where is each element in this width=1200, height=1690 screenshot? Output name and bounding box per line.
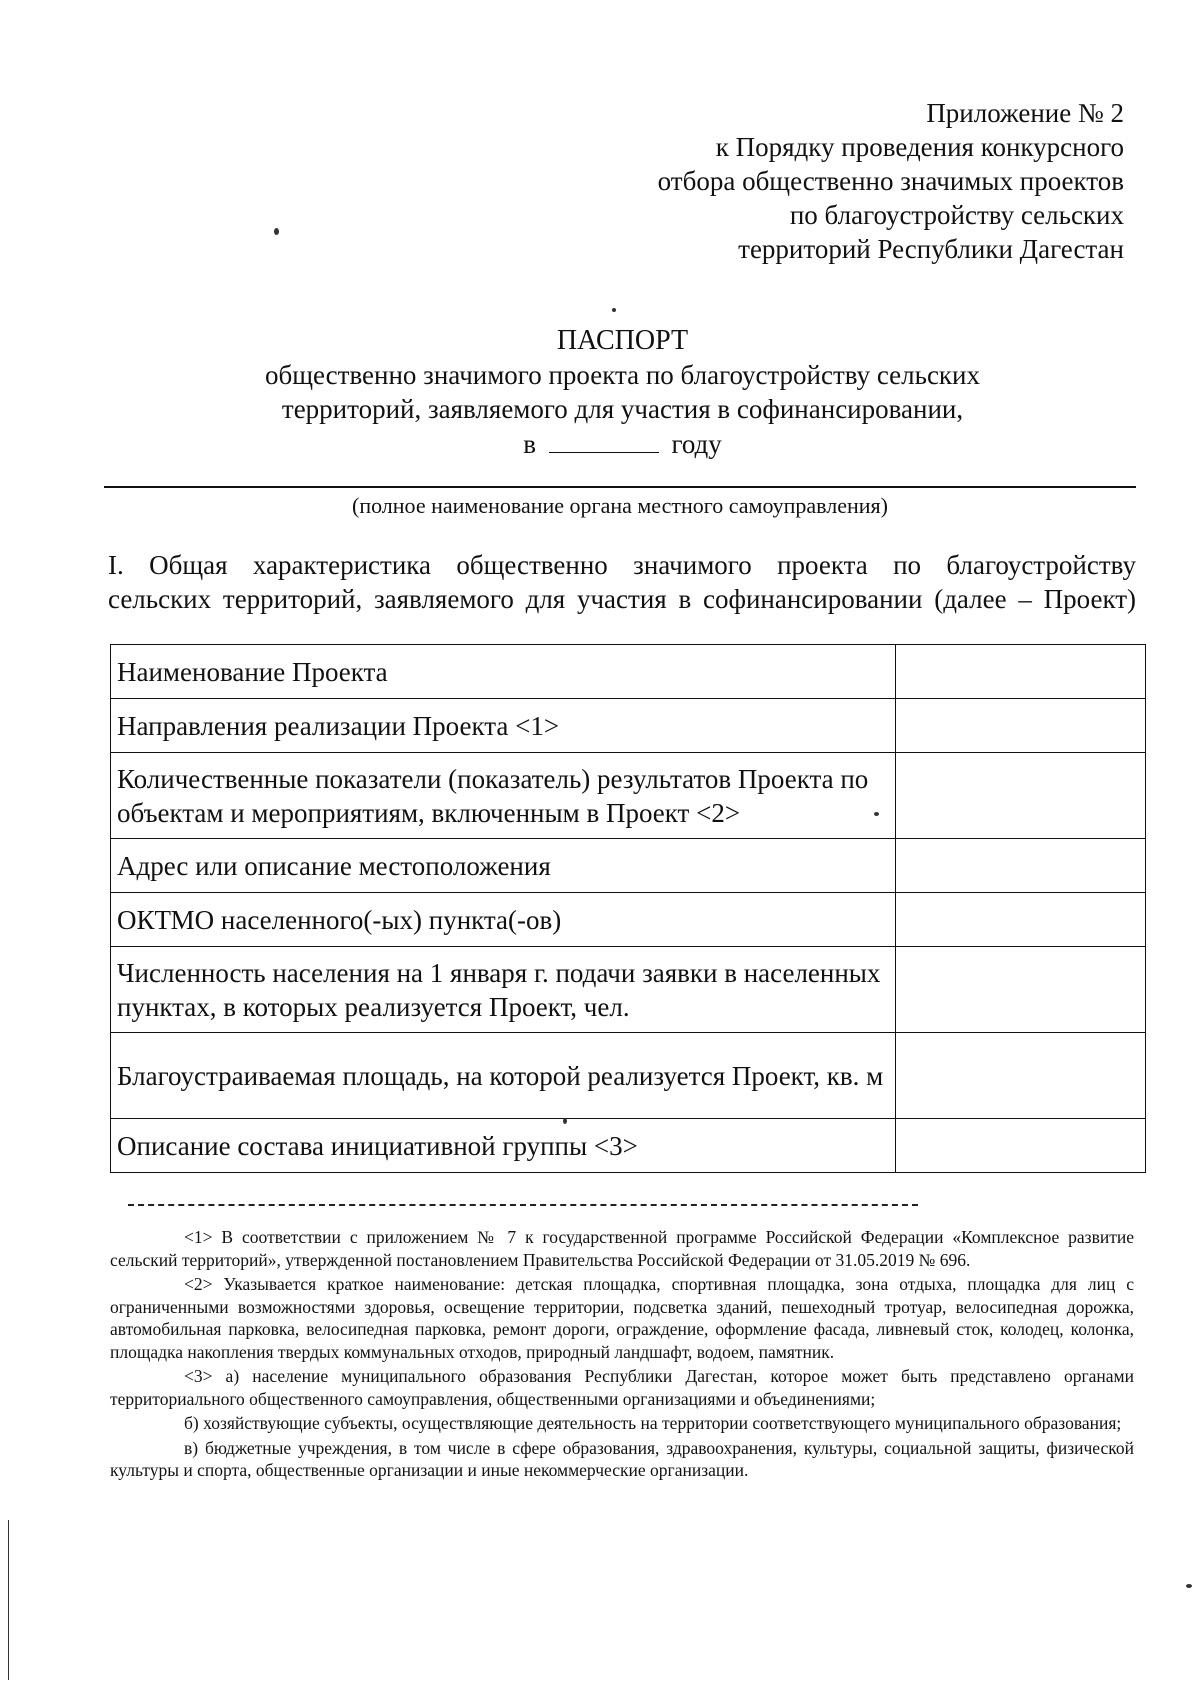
section-heading <box>108 548 1136 616</box>
org-name-line[interactable] <box>104 486 1136 488</box>
section-heading-line: I. Общая характеристика общественно значимого проекта по благоустройству <box>108 550 1136 580</box>
year-blank-field[interactable] <box>549 426 659 453</box>
appendix-line: Приложение № 2 <box>926 98 1124 128</box>
row-value-cell[interactable] <box>895 1033 1145 1119</box>
table-row <box>111 699 1146 753</box>
row-label: Адрес или описание местоположения <box>111 839 896 893</box>
appendix-line: отбора общественно значимых проектов <box>657 166 1124 196</box>
table-row <box>111 893 1146 947</box>
passport-subtitle-line: территорий, заявляемого для участия в софинансировании, <box>281 394 964 424</box>
passport-subtitle-line: общественно значимого проекта по благоустройству сельских <box>264 360 980 390</box>
year-prefix: в <box>523 429 536 459</box>
row-label: Благоустраиваемая площадь, на которой реализуется Проект, кв. м <box>111 1033 896 1119</box>
row-label: Описание состава инициативной группы <3> <box>111 1119 896 1173</box>
table-row <box>111 645 1146 699</box>
table-row <box>111 1033 1146 1119</box>
passport-title-block <box>110 324 1135 461</box>
section-heading-line: сельских территорий, заявляемого для участия в софинансировании (далее – Проект) <box>108 584 1136 614</box>
footnote-3b: б) хозяйствующие субъекты, осуществляющие деятельность на территории соответствующего муниципального образования; <box>184 1413 1122 1433</box>
scan-speck <box>563 1118 567 1124</box>
year-line <box>110 426 1135 461</box>
table-row <box>111 839 1146 893</box>
scan-speck <box>612 308 616 312</box>
row-value-cell[interactable] <box>895 645 1145 699</box>
passport-title: ПАСПОРТ <box>556 325 689 356</box>
scan-margin-line <box>8 1520 9 1680</box>
footnote-separator <box>128 1204 918 1206</box>
row-label: Направления реализации Проекта <1> <box>111 699 896 753</box>
footnote-3c: в) бюджетные учреждения, в том числе в сфере образования, здравоохранения, культуры, социальной защиты, физической культуры и спорта, общественные организации и иные некоммерческие организации. <box>110 1437 1134 1480</box>
row-value-cell[interactable] <box>895 699 1145 753</box>
row-label: Количественные показатели (показатель) результатов Проекта по объектам и мероприятиям, включенным в Проект <2> <box>111 753 896 839</box>
row-label: Численность населения на 1 января г. подачи заявки в населенных пунктах, в которых реализуется Проект, чел. <box>111 947 896 1033</box>
footnotes <box>110 1226 1134 1482</box>
row-value-cell[interactable] <box>895 1119 1145 1173</box>
footnote-1: <1> В соответствии с приложением № 7 к государственной программе Российской Федерации «Комплексное развитие сельский территорий», утвержденной постановлением Правительства Российской Федерации от 31.05.2019 № 696. <box>110 1227 1134 1270</box>
year-suffix: году <box>671 429 722 459</box>
table-row <box>111 1119 1146 1173</box>
table-row <box>111 753 1146 839</box>
row-value-cell[interactable] <box>895 893 1145 947</box>
table-row <box>111 947 1146 1033</box>
row-label: ОКТМО населенного(-ых) пункта(-ов) <box>111 893 896 947</box>
scan-speck <box>274 228 279 235</box>
passport-table <box>110 644 1146 1173</box>
scan-speck <box>874 812 879 816</box>
row-value-cell[interactable] <box>895 947 1145 1033</box>
appendix-line: по благоустройству сельских <box>789 200 1124 230</box>
footnote-3a: <3> а) население муниципального образования Республики Дагестан, которое может быть представлено органами территориального общественного самоуправления, общественными организациями и объединениями; <box>110 1366 1134 1409</box>
row-label: Наименование Проекта <box>111 645 896 699</box>
scan-speck <box>1186 1584 1192 1588</box>
appendix-line: территорий Республики Дагестан <box>738 234 1124 264</box>
row-value-cell[interactable] <box>895 839 1145 893</box>
footnote-2: <2> Указывается краткое наименование: детская площадка, спортивная площадка, зона отдыха, площадка для лиц с ограниченными возможностями здоровья, освещение территории, подсветка зданий, пешеходный тротуар, велосипедная дорожка, автомобильная парковка, велосипедная парковка, ремонт дороги, ограждение, оформление фасада, ливневый сток, колодец, колонка, площадка накопления твердых коммунальных отходов, природный ландшафт, водоем, памятник. <box>110 1274 1134 1362</box>
appendix-line: к Порядку проведения конкурсного <box>715 132 1124 162</box>
org-name-caption: (полное наименование органа местного самоуправления) <box>352 493 888 518</box>
appendix-header <box>564 96 1124 266</box>
row-value-cell[interactable] <box>895 753 1145 839</box>
